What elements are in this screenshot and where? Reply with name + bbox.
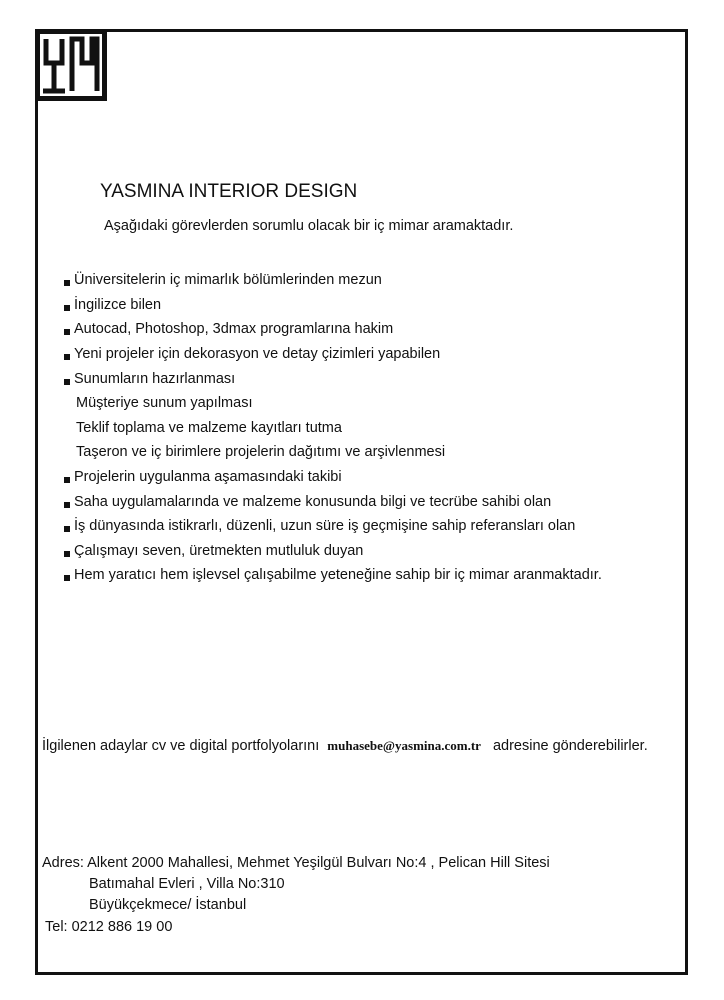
requirements-list [64,268,602,588]
phone-number: Tel: 0212 886 19 00 [45,919,173,935]
ym-logo [35,29,107,101]
bullet-square-icon [64,575,70,581]
address-line-1: Adres: Alkent 2000 Mahallesi, Mehmet Yeşilgül Bulvarı No:4 , Pelican Hill Sitesi [42,855,550,871]
bullet-square-icon [64,379,70,385]
requirement-text: Teklif toplama ve malzeme kayıtları tutma [76,419,342,436]
requirement-item [64,391,602,416]
contact-suffix: adresine gönderebilirler. [492,738,648,754]
frame-right-border [685,29,688,975]
requirement-item [64,268,602,293]
requirement-item [64,293,602,318]
address-line-2: Batımahal Evleri , Villa No:310 [89,876,285,892]
bullet-square-icon [64,551,70,557]
requirement-item [64,416,602,441]
company-name: YASMINA INTERIOR DESIGN [100,181,358,202]
requirement-text: Yeni projeler için dekorasyon ve detay çizimleri yapabilen [74,346,441,363]
contact-prefix: İlgilenen adaylar cv ve digital portfolyolarını [42,738,320,754]
bullet-square-icon [64,329,70,335]
bullet-square-icon [64,502,70,508]
bullet-square-icon [64,526,70,532]
requirement-text: Hem yaratıcı hem işlevsel çalışabilme yeteneğine sahip bir iç mimar aranmaktadır. [74,567,602,584]
requirement-item [64,489,602,514]
requirement-item [64,514,602,539]
frame-left-border [35,100,38,975]
requirement-item [64,317,602,342]
requirement-text: Üniversitelerin iç mimarlık bölümlerinden mezun [74,272,382,289]
frame-top-border [106,29,688,32]
requirement-item [64,366,602,391]
requirement-text: Saha uygulamalarında ve malzeme konusunda bilgi ve tecrübe sahibi olan [74,493,552,510]
requirement-text: İş dünyasında istikrarlı, düzenli, uzun süre iş geçmişine sahip referansları olan [74,518,576,535]
contact-line [42,738,648,754]
intro-text: Aşağıdaki görevlerden sorumlu olacak bir iç mimar aramaktadır. [104,218,514,234]
requirement-item [64,342,602,367]
bullet-square-icon [64,477,70,483]
address-block [42,853,550,916]
requirement-item [64,465,602,490]
requirement-item [64,563,602,588]
requirement-text: Taşeron ve iç birimlere projelerin dağıtımı ve arşivlenmesi [76,444,446,461]
bullet-square-icon [64,280,70,286]
requirement-text: İngilizce bilen [74,296,162,313]
requirement-text: Sunumların hazırlanması [74,370,236,387]
requirement-item [64,539,602,564]
frame-bottom-border [35,972,688,975]
email-address: muhasebe@yasmina.com.tr [327,738,481,753]
bullet-square-icon [64,305,70,311]
requirement-text: Müşteriye sunum yapılması [76,395,253,412]
address-line-3: Büyükçekmece/ İstanbul [89,897,247,913]
requirement-item [64,440,602,465]
requirement-text: Autocad, Photoshop, 3dmax programlarına hakim [74,321,394,338]
requirement-text: Çalışmayı seven, üretmekten mutluluk duyan [74,542,364,559]
bullet-square-icon [64,354,70,360]
requirement-text: Projelerin uygulanma aşamasındaki takibi [74,469,342,486]
